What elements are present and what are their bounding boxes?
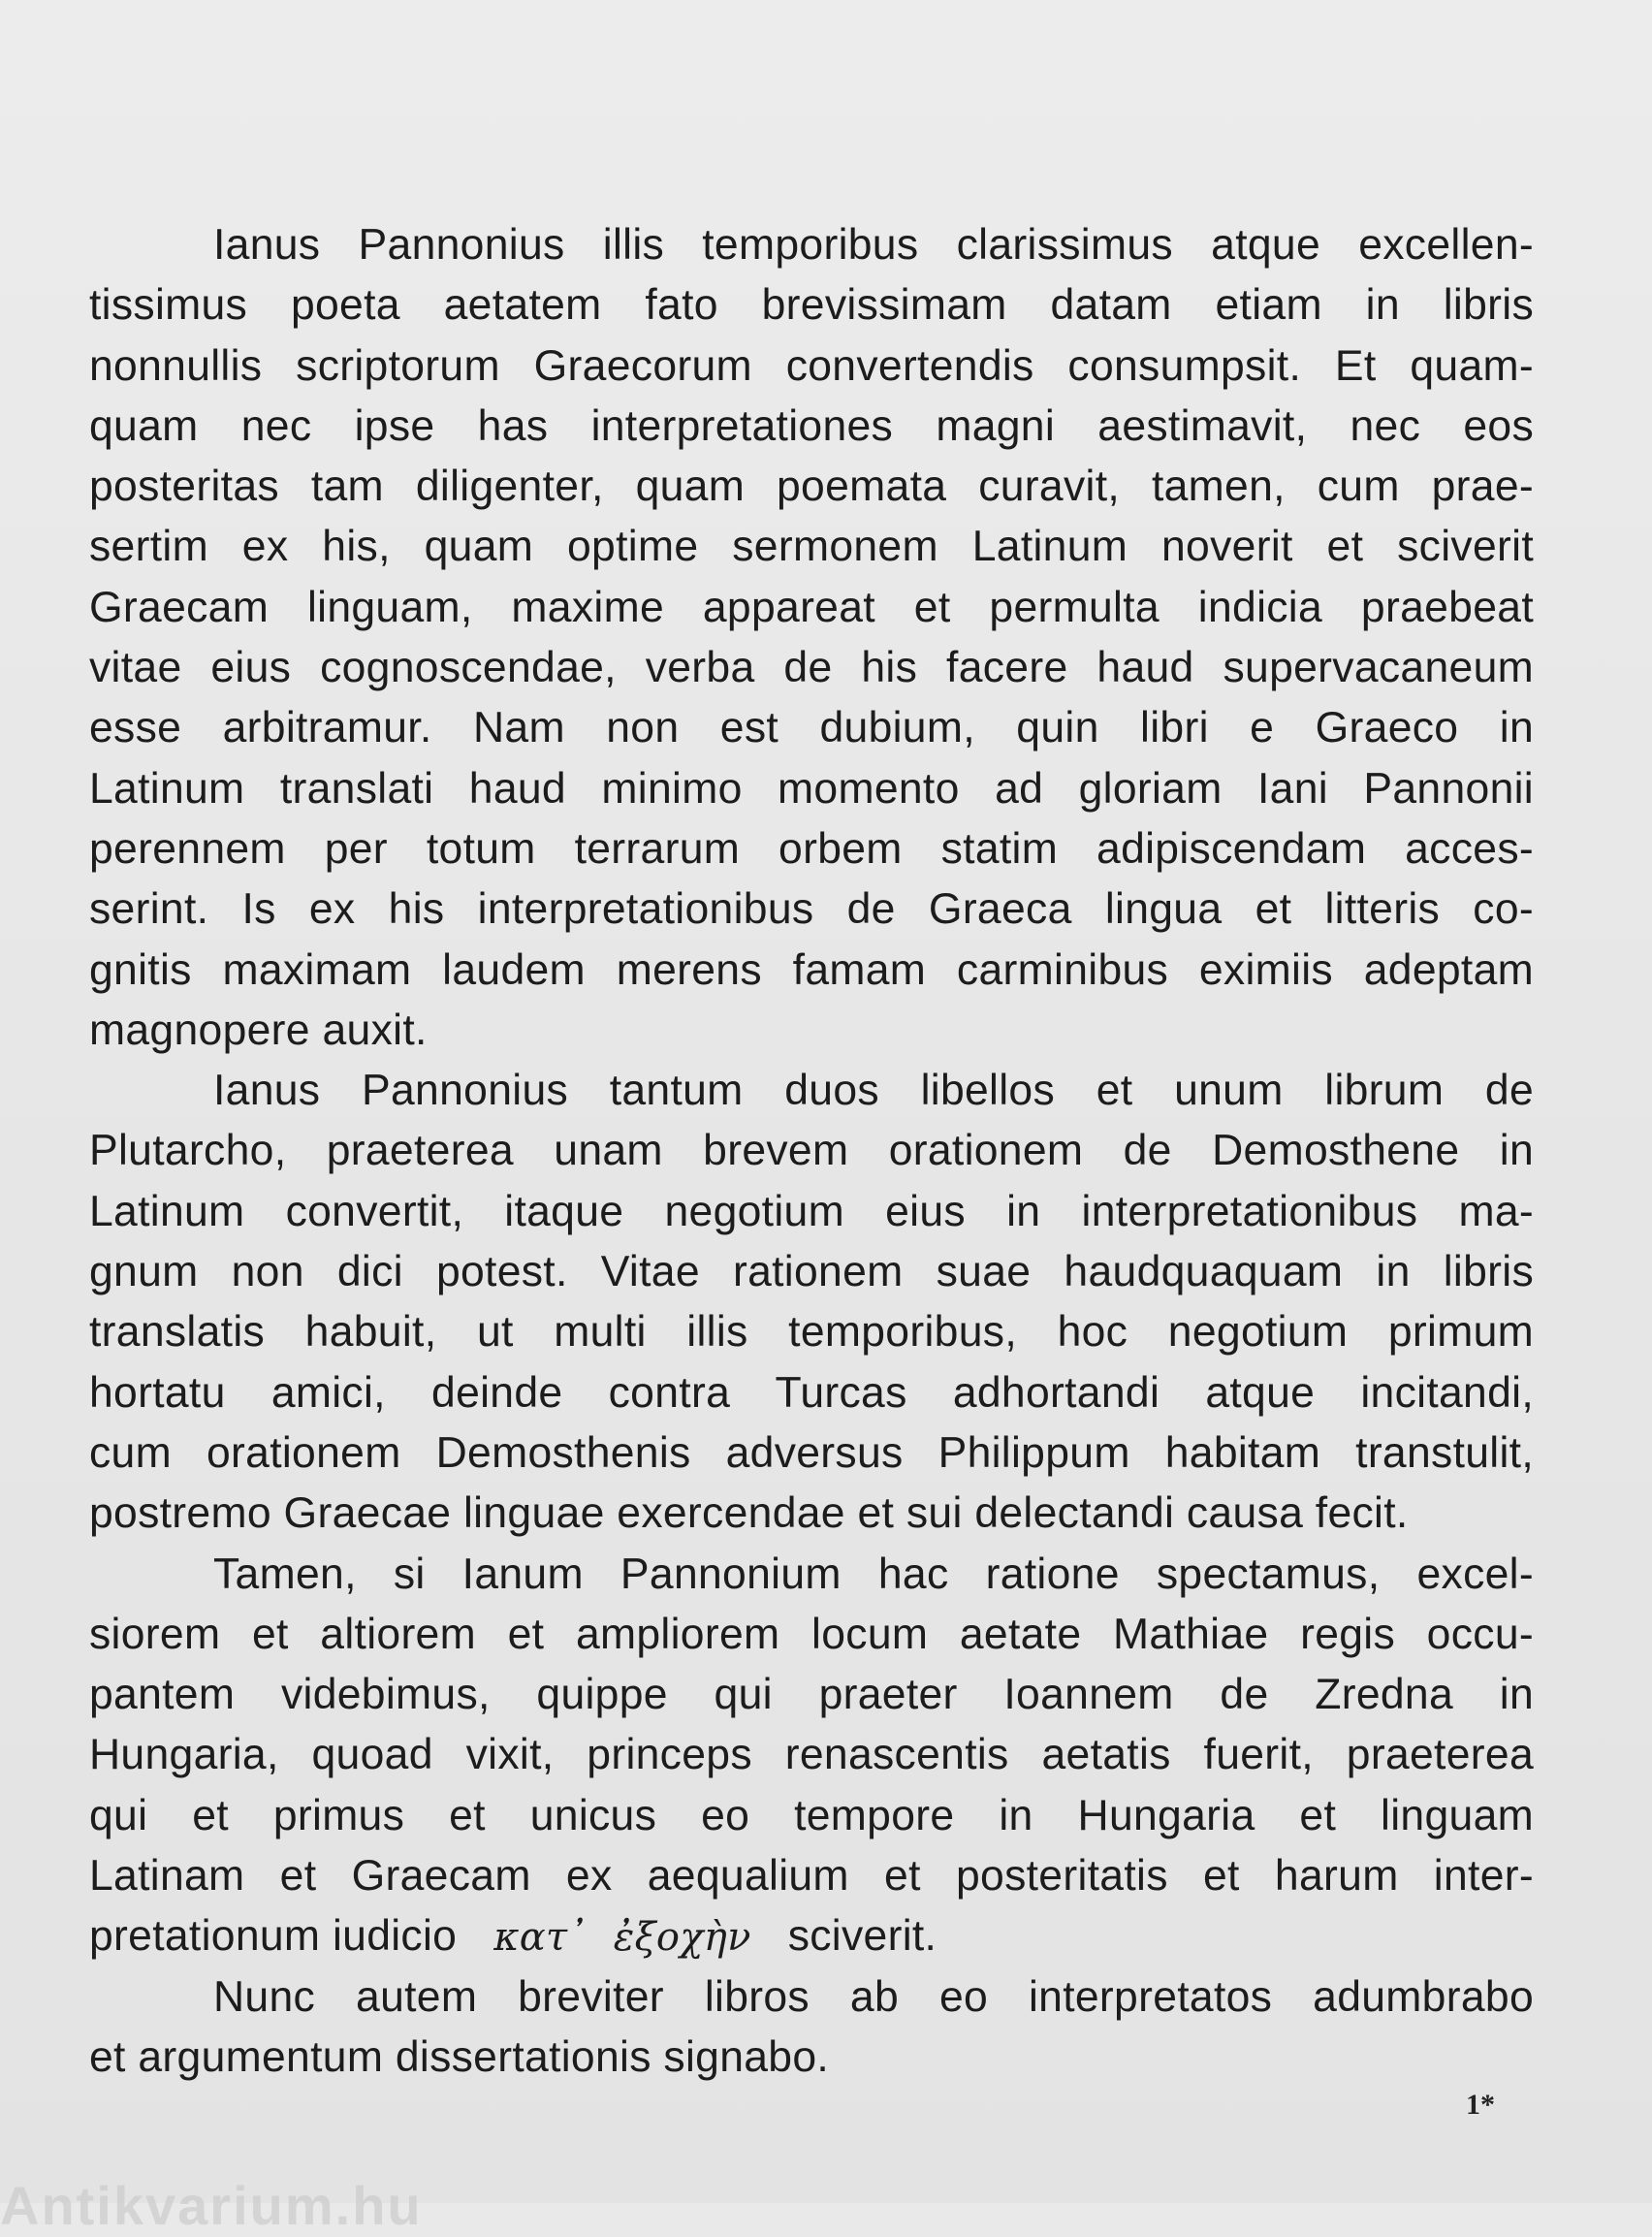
paragraph-3	[89, 1545, 1534, 1967]
text-line: quam nec ipse has interpretationes magni aestimavit, nec eos	[89, 401, 1534, 450]
text-line: translatis habuit, ut multi illis temporibus, hoc negotium primum	[89, 1308, 1534, 1357]
paragraph-2	[89, 1061, 1534, 1544]
text-line: magnopere auxit.	[89, 1006, 428, 1054]
text-line: tissimus poeta aetatem fato brevissimam datam etiam in libris	[89, 281, 1534, 330]
text-line: qui et primus et unicus eo tempore in Hungaria et linguam	[89, 1791, 1534, 1839]
text-line: pantem videbimus, quippe qui praeter Ioannem de Zredna in	[89, 1671, 1534, 1719]
text-line: Hungaria, quoad vixit, princeps renascentis aetatis fuerit, praeterea	[89, 1731, 1534, 1779]
text-line: hortatu amici, deinde contra Turcas adhortandi atque incitandi,	[89, 1368, 1534, 1417]
text-line: postremo Graecae linguae exercendae et sui delectandi causa fecit.	[89, 1489, 1409, 1538]
text-line-with-greek	[89, 1906, 1534, 1966]
text-line: Latinum convertit, itaque negotium eius in interpretationibus ma-	[89, 1187, 1534, 1235]
line-text-after: sciverit.	[787, 1912, 937, 1961]
text-line: Latinum translati haud minimo momento ad gloriam Iani Pannonii	[89, 764, 1534, 813]
text-line: sertim ex his, quam optime sermonem Latinum noverit et sciverit	[89, 523, 1534, 571]
watermark-logo: Antikvarium.hu	[0, 2175, 423, 2236]
paragraph-4	[89, 1967, 1534, 2089]
text-line: Latinam et Graecam ex aequalium et posteritatis et harum inter-	[89, 1852, 1534, 1901]
text-line: serint. Is ex his interpretationibus de Graeca lingua et litteris co-	[89, 885, 1534, 934]
text-line: gnitis maximam laudem merens famam carminibus eximiis adeptam	[89, 945, 1534, 994]
body-text	[89, 215, 1534, 2088]
text-line: perennem per totum terrarum orbem statim adipiscendam acces-	[89, 824, 1534, 873]
text-line: esse arbitramur. Nam non est dubium, quin libri e Graeco in	[89, 704, 1534, 752]
text-line: Tamen, si Ianum Pannonium hac ratione spectamus, excel-	[213, 1550, 1534, 1598]
greek-phrase: κατ᾽ ἐξοχὴν	[493, 1915, 751, 1961]
paragraph-1	[89, 215, 1534, 1061]
text-line: Nunc autem breviter libros ab eo interpretatos adumbrabo	[213, 1972, 1534, 2021]
text-line: siorem et altiorem et ampliorem locum aetate Mathiae regis occu-	[89, 1610, 1534, 1658]
text-line: Plutarcho, praeterea unam brevem orationem de Demosthene in	[89, 1127, 1534, 1175]
text-line: posteritas tam diligenter, quam poemata curavit, tamen, cum prae-	[89, 463, 1534, 511]
text-line: nonnullis scriptorum Graecorum convertendis consumpsit. Et quam-	[89, 341, 1534, 390]
line-text-before: pretationum iudicio	[89, 1912, 458, 1961]
text-line: gnum non dici potest. Vitae rationem suae haudquaquam in libris	[89, 1248, 1534, 1296]
text-line: et argumentum dissertationis signabo.	[89, 2032, 830, 2081]
page-folio-number: 1*	[1466, 2089, 1495, 2121]
text-line: Graecam linguam, maxime appareat et permulta indicia praebeat	[89, 583, 1534, 631]
text-line: Ianus Pannonius illis temporibus clarissimus atque excellen-	[213, 221, 1534, 269]
text-line: Ianus Pannonius tantum duos libellos et unum librum de	[213, 1067, 1534, 1115]
text-line: cum orationem Demosthenis adversus Philippum habitam transtulit,	[89, 1428, 1534, 1477]
text-line: vitae eius cognoscendae, verba de his facere haud supervacaneum	[89, 644, 1534, 692]
